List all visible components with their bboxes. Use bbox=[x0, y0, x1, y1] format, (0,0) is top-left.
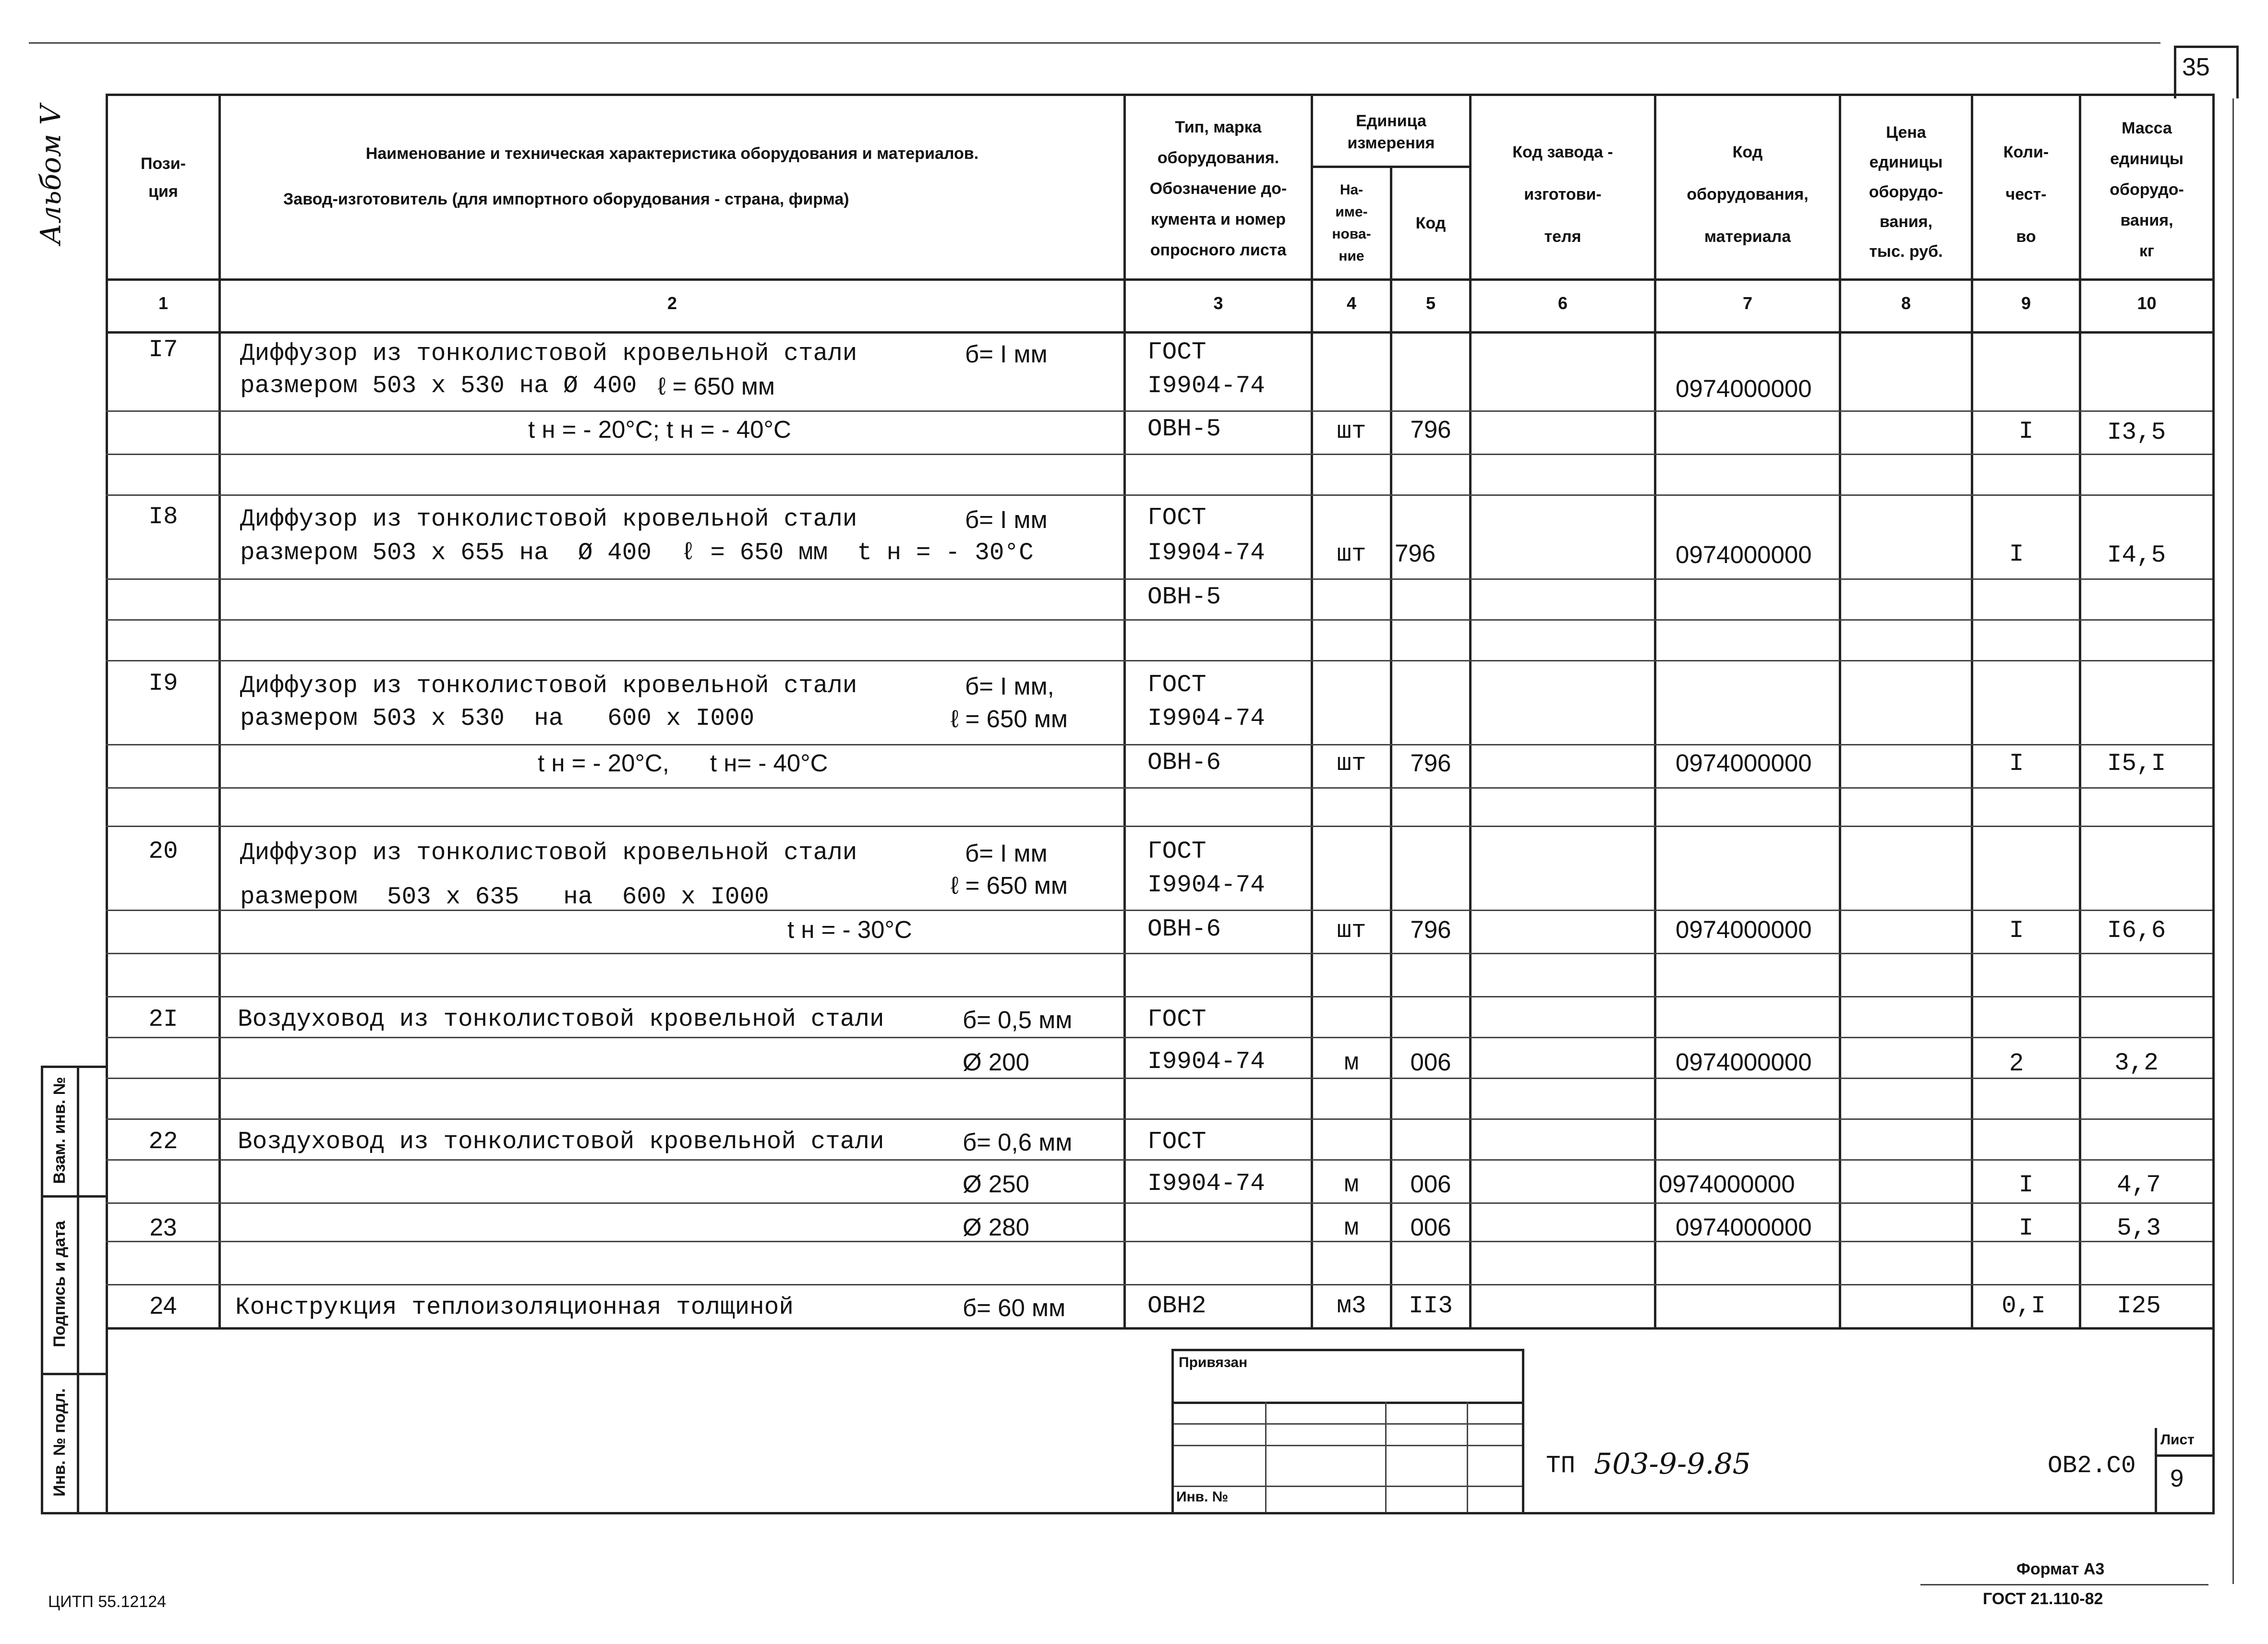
quantity: I bbox=[2009, 917, 2024, 945]
item-diameter: Ø 280 bbox=[963, 1213, 1029, 1241]
stamp-inv-no: Инв. № bbox=[1176, 1489, 1229, 1505]
footer-gost: ГОСТ 21.110-82 bbox=[1983, 1590, 2103, 1608]
header-unit-name: На- име- нова- ние bbox=[1332, 182, 1371, 264]
header-unit: Единица измерения bbox=[1347, 112, 1435, 152]
mass: I6,6 bbox=[2107, 917, 2166, 945]
col-num-4: 4 bbox=[1346, 293, 1357, 313]
table-row-pos: I7 bbox=[148, 336, 178, 364]
item-delta: б= 60 мм bbox=[963, 1294, 1066, 1321]
side-label-podpis: Подпись и дата bbox=[50, 1221, 69, 1347]
item-delta: б= I мм bbox=[965, 340, 1048, 368]
table-row-pos: 2I bbox=[148, 1006, 178, 1033]
item-temp: t н = - 20°С, t н= - 40°С bbox=[538, 749, 828, 777]
stamp-list-number: 9 bbox=[2170, 1464, 2184, 1492]
header-name-line1: Наименование и техническая характеристика оборудования и материалов. bbox=[365, 144, 979, 163]
item-length: ℓ = 650 мм bbox=[951, 872, 1068, 899]
equipment-code: 0974000000 bbox=[1676, 916, 1812, 943]
doc-ref: ГОСТ bbox=[1147, 1006, 1206, 1033]
item-name: Диффузор из тонколистовой кровельной стали bbox=[240, 506, 857, 533]
equipment-code: 0974000000 bbox=[1659, 1170, 1795, 1198]
item-name: Конструкция теплоизоляционная толщиной bbox=[235, 1294, 794, 1321]
mass: I5,I bbox=[2107, 750, 2166, 778]
footer-cito: ЦИТП 55.12124 bbox=[48, 1593, 167, 1611]
quantity: I bbox=[2009, 750, 2024, 778]
unit-code: 796 bbox=[1395, 540, 1436, 567]
item-length: ℓ = 650 мм bbox=[658, 372, 775, 400]
doc-ref: ОВН-5 bbox=[1147, 416, 1221, 443]
quantity: I bbox=[2009, 541, 2024, 568]
item-name: Диффузор из тонколистовой кровельной стали bbox=[240, 672, 857, 700]
item-temp: t н = - 30°С bbox=[787, 916, 912, 943]
unit: м3 bbox=[1337, 1293, 1366, 1320]
unit: м bbox=[1344, 1050, 1359, 1077]
item-temp: t н = - 20°С; t н = - 40°С bbox=[528, 416, 791, 443]
stamp-privyazan: Привязан bbox=[1179, 1355, 1248, 1370]
stamp-mark: ОВ2.С0 bbox=[2048, 1452, 2136, 1480]
stamp-project-number: 503-9-9.85 bbox=[1594, 1447, 1751, 1481]
unit-code: 006 bbox=[1410, 1213, 1451, 1241]
item-name: размером 503 х 635 на 600 х I000 bbox=[240, 884, 769, 911]
doc-ref: I9904-74 bbox=[1147, 1048, 1265, 1076]
stamp-list-label: Лист bbox=[2160, 1432, 2195, 1448]
mass: I3,5 bbox=[2107, 419, 2166, 446]
doc-ref: ОВН2 bbox=[1147, 1293, 1206, 1320]
unit: м bbox=[1344, 1215, 1359, 1242]
mass: I25 bbox=[2117, 1293, 2161, 1320]
doc-ref: I9904-74 bbox=[1147, 540, 1265, 567]
equipment-code: 0974000000 bbox=[1676, 1048, 1812, 1076]
quantity: I bbox=[2018, 418, 2034, 445]
doc-ref: I9904-74 bbox=[1147, 1170, 1265, 1198]
header-factory-code: Код завода - изготови- теля bbox=[1512, 143, 1613, 246]
item-length: ℓ = 650 мм bbox=[951, 705, 1068, 732]
stamp-tp: ТП bbox=[1546, 1452, 1576, 1480]
unit: шт bbox=[1337, 917, 1366, 945]
unit-code: 796 bbox=[1410, 749, 1451, 777]
header-position: Пози- ция bbox=[141, 155, 186, 201]
doc-ref: ОВН-6 bbox=[1147, 749, 1221, 777]
side-label-vzam: Взам. инв. № bbox=[50, 1077, 69, 1184]
doc-ref: ГОСТ bbox=[1147, 672, 1206, 699]
col-num-5: 5 bbox=[1425, 293, 1436, 313]
unit: шт bbox=[1337, 750, 1366, 778]
unit-code: 006 bbox=[1410, 1048, 1451, 1076]
unit-code: II3 bbox=[1409, 1293, 1453, 1320]
equipment-code: 0974000000 bbox=[1676, 749, 1812, 777]
doc-ref: I9904-74 bbox=[1147, 705, 1265, 732]
col-num-3: 3 bbox=[1213, 293, 1223, 313]
table-row-pos: I8 bbox=[148, 504, 178, 531]
equipment-code: 0974000000 bbox=[1676, 375, 1812, 402]
mass: 4,7 bbox=[2117, 1172, 2161, 1199]
table-row-pos: I9 bbox=[148, 670, 178, 697]
header-type: Тип, марка оборудования. Обозначение до- кумента и номер опросного листа bbox=[1149, 118, 1287, 259]
album-label: Альбом V bbox=[34, 105, 67, 245]
table-row-pos: 22 bbox=[148, 1128, 178, 1156]
header-unit-code: Код bbox=[1415, 214, 1446, 232]
table-row-pos: 24 bbox=[149, 1292, 177, 1319]
item-diameter: Ø 200 bbox=[963, 1048, 1029, 1076]
item-diameter: Ø 250 bbox=[963, 1170, 1029, 1198]
item-name: размером 503 х 530 на Ø 400 bbox=[240, 372, 637, 400]
doc-ref: ГОСТ bbox=[1147, 1128, 1206, 1156]
unit: шт bbox=[1337, 418, 1366, 445]
item-name: Воздуховод из тонколистовой кровельной стали bbox=[238, 1006, 884, 1033]
quantity: 2 bbox=[2009, 1048, 2024, 1076]
unit-code: 796 bbox=[1410, 916, 1451, 943]
header-price: Цена единицы оборудо- вания, тыс. руб. bbox=[1869, 123, 1943, 261]
col-num-2: 2 bbox=[667, 293, 677, 313]
equipment-code: 0974000000 bbox=[1676, 541, 1812, 568]
side-label-inv: Инв. № подл. bbox=[50, 1388, 69, 1497]
item-name: Диффузор из тонколистовой кровельной стали bbox=[240, 340, 857, 368]
page-number: 35 bbox=[2182, 53, 2210, 81]
item-name: размером 503 х 655 на Ø 400 ℓ = 650 мм t н = - 30°С bbox=[240, 540, 1034, 567]
item-delta: б= I мм bbox=[965, 506, 1048, 533]
item-name: Воздуховод из тонколистовой кровельной стали bbox=[238, 1128, 884, 1156]
quantity: 0,I bbox=[2002, 1293, 2046, 1320]
table-row-pos: 20 bbox=[148, 838, 178, 865]
doc-ref: ГОСТ bbox=[1147, 838, 1206, 865]
col-num-8: 8 bbox=[1901, 293, 1911, 313]
col-num-6: 6 bbox=[1557, 293, 1568, 313]
col-num-7: 7 bbox=[1742, 293, 1753, 313]
header-quantity: Коли- чест- во bbox=[2003, 143, 2049, 246]
item-delta: б= 0,6 мм bbox=[963, 1128, 1073, 1156]
item-delta: б= I мм bbox=[965, 840, 1048, 867]
mass: 5,3 bbox=[2117, 1215, 2161, 1242]
unit: шт bbox=[1337, 541, 1366, 568]
footer-format: Формат А3 bbox=[2016, 1560, 2105, 1578]
col-num-1: 1 bbox=[158, 293, 169, 313]
header-mass: Масса единицы оборудо- вания, кг bbox=[2110, 119, 2184, 260]
doc-ref: I9904-74 bbox=[1147, 872, 1265, 899]
item-delta: б= I мм, bbox=[965, 672, 1054, 700]
item-name: Диффузор из тонколистовой кровельной стали bbox=[240, 840, 857, 867]
quantity: I bbox=[2018, 1172, 2034, 1199]
unit-code: 796 bbox=[1410, 416, 1451, 443]
unit-code: 006 bbox=[1410, 1170, 1451, 1198]
mass: I4,5 bbox=[2107, 542, 2166, 569]
doc-ref: I9904-74 bbox=[1147, 372, 1265, 400]
equipment-code: 0974000000 bbox=[1676, 1213, 1812, 1241]
quantity: I bbox=[2018, 1215, 2034, 1242]
col-num-9: 9 bbox=[2021, 293, 2031, 313]
table-row-pos: 23 bbox=[149, 1213, 177, 1241]
mass: 3,2 bbox=[2114, 1050, 2159, 1077]
doc-ref: ОВН-6 bbox=[1147, 916, 1221, 943]
item-delta: б= 0,5 мм bbox=[963, 1006, 1073, 1033]
unit: м bbox=[1344, 1172, 1359, 1199]
item-name: размером 503 х 530 на 600 х I000 bbox=[240, 705, 755, 732]
doc-ref: ГОСТ bbox=[1147, 504, 1206, 532]
doc-ref: ОВН-5 bbox=[1147, 584, 1221, 611]
header-name-line2: Завод-изготовитель (для импортного оборудования - страна, фирма) bbox=[283, 190, 849, 208]
doc-ref: ГОСТ bbox=[1147, 339, 1206, 366]
col-num-10: 10 bbox=[2137, 293, 2157, 313]
header-equipment-code: Код оборудования, материала bbox=[1687, 143, 1809, 246]
